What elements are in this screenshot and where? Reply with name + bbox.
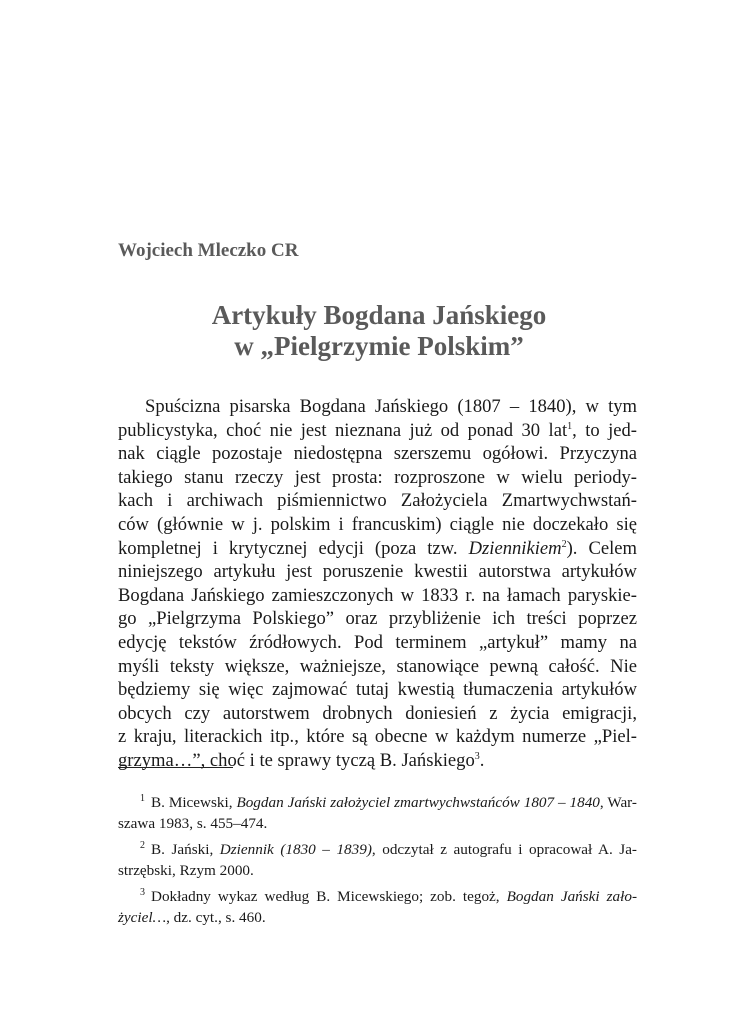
body-line: z kraju, literackich itp., które są obecne w każdym numerze „Piel- — [118, 726, 637, 748]
body-line — [118, 537, 637, 561]
footnote-line — [118, 908, 637, 929]
footnote-number: 2 — [140, 839, 145, 851]
footnotes — [118, 793, 637, 934]
body-text-run: grzyma…”, choć i te sprawy tyczą B. Jańskiego — [118, 749, 475, 771]
author-name: Wojciech Mleczko CR — [118, 240, 299, 261]
footnote-number: 3 — [140, 886, 145, 898]
body-text-run: publicystyka, choć nie jest nieznana już od ponad 30 lat — [118, 419, 568, 441]
body-line: niniejszego artykułu jest poruszenie kwestii autorstwa artykułów — [118, 561, 637, 583]
footnote-separator — [118, 767, 233, 768]
footnote-text-run: Dokładny wykaz według B. Micewskiego; zob. tegoż, — [151, 888, 507, 905]
footnote-ref-3: 3 — [474, 750, 480, 762]
body-line: kach i archiwach piśmiennictwo Założyciela Zmartwychwstań- — [118, 490, 637, 512]
footnote-italic-run: życiel… — [118, 908, 167, 926]
body-italic-run: Dziennikiem — [468, 537, 562, 559]
body-text-run: kompletnej i krytycznej edycji (poza tzw. — [118, 537, 469, 559]
footnote-line — [118, 887, 637, 908]
article-title — [118, 300, 640, 362]
body-line — [118, 419, 637, 443]
body-line: ców (głównie w j. polskim i francuskim) ciągle nie doczekało się — [118, 513, 637, 535]
footnote-italic-run: Bogdan Jański zało- — [506, 888, 638, 905]
body-text-run: , to jed- — [572, 419, 637, 441]
body-line: Bogdana Jańskiego zamieszczonych w 1833 r. na łamach paryskie- — [118, 584, 637, 606]
body-line: nak ciągle pozostaje niedostępna szerszemu ogółowi. Przyczyna — [118, 443, 637, 465]
footnote-ref-1: 1 — [567, 420, 573, 432]
footnote-2 — [118, 840, 637, 881]
footnote-ref-2: 2 — [561, 538, 567, 550]
body-paragraph — [118, 395, 637, 773]
body-line: Spuścizna pisarska Bogdana Jańskiego (1807 – 1840), w tym — [145, 396, 637, 417]
footnote-text-run: , War- — [599, 794, 637, 811]
body-text-run: . — [479, 749, 485, 771]
body-line: będziemy się więc zajmować tutaj kwestią tłumaczenia artykułów — [118, 679, 637, 701]
footnote-text-run: B. Micewski, — [151, 794, 237, 811]
footnote-line — [118, 840, 637, 861]
footnote-italic-run: Dziennik (1830 – 1839) — [219, 841, 372, 858]
footnote-1 — [118, 793, 637, 834]
footnote-3 — [118, 887, 637, 928]
footnote-italic-run: Bogdan Jański założyciel zmartwychwstańców 1807 – 1840 — [236, 794, 600, 811]
body-line: edycję tekstów źródłowych. Pod terminem „artykuł” mamy na — [118, 631, 637, 653]
body-line: myśli teksty większe, ważniejsze, stanowiące pewną całość. Nie — [118, 655, 637, 677]
article-title-line-2: w „Pielgrzymie Polskim” — [234, 331, 524, 361]
footnote-line: strzębski, Rzym 2000. — [118, 861, 254, 879]
footnote-line: szawa 1983, s. 455–474. — [118, 814, 268, 832]
body-line: obcych czy autorstwem drobnych doniesień z życia emigracji, — [118, 702, 637, 724]
footnote-text-run: , odczytał z autografu i opracował A. Ja- — [371, 841, 637, 858]
body-line: go „Pielgrzyma Polskiego” oraz przybliżenie ich treści poprzez — [118, 608, 637, 630]
body-text-run: ). Celem — [566, 537, 637, 559]
article-title-line-1: Artykuły Bogdana Jańskiego — [211, 300, 547, 330]
footnote-line — [118, 793, 637, 814]
body-line: takiego stanu rzeczy jest prosta: rozproszone w wielu periody- — [118, 466, 637, 488]
footnote-text-run: , dz. cyt., s. 460. — [166, 908, 266, 926]
footnote-number: 1 — [140, 792, 145, 804]
footnote-text-run: B. Jański, — [151, 841, 220, 858]
body-line — [118, 749, 637, 773]
